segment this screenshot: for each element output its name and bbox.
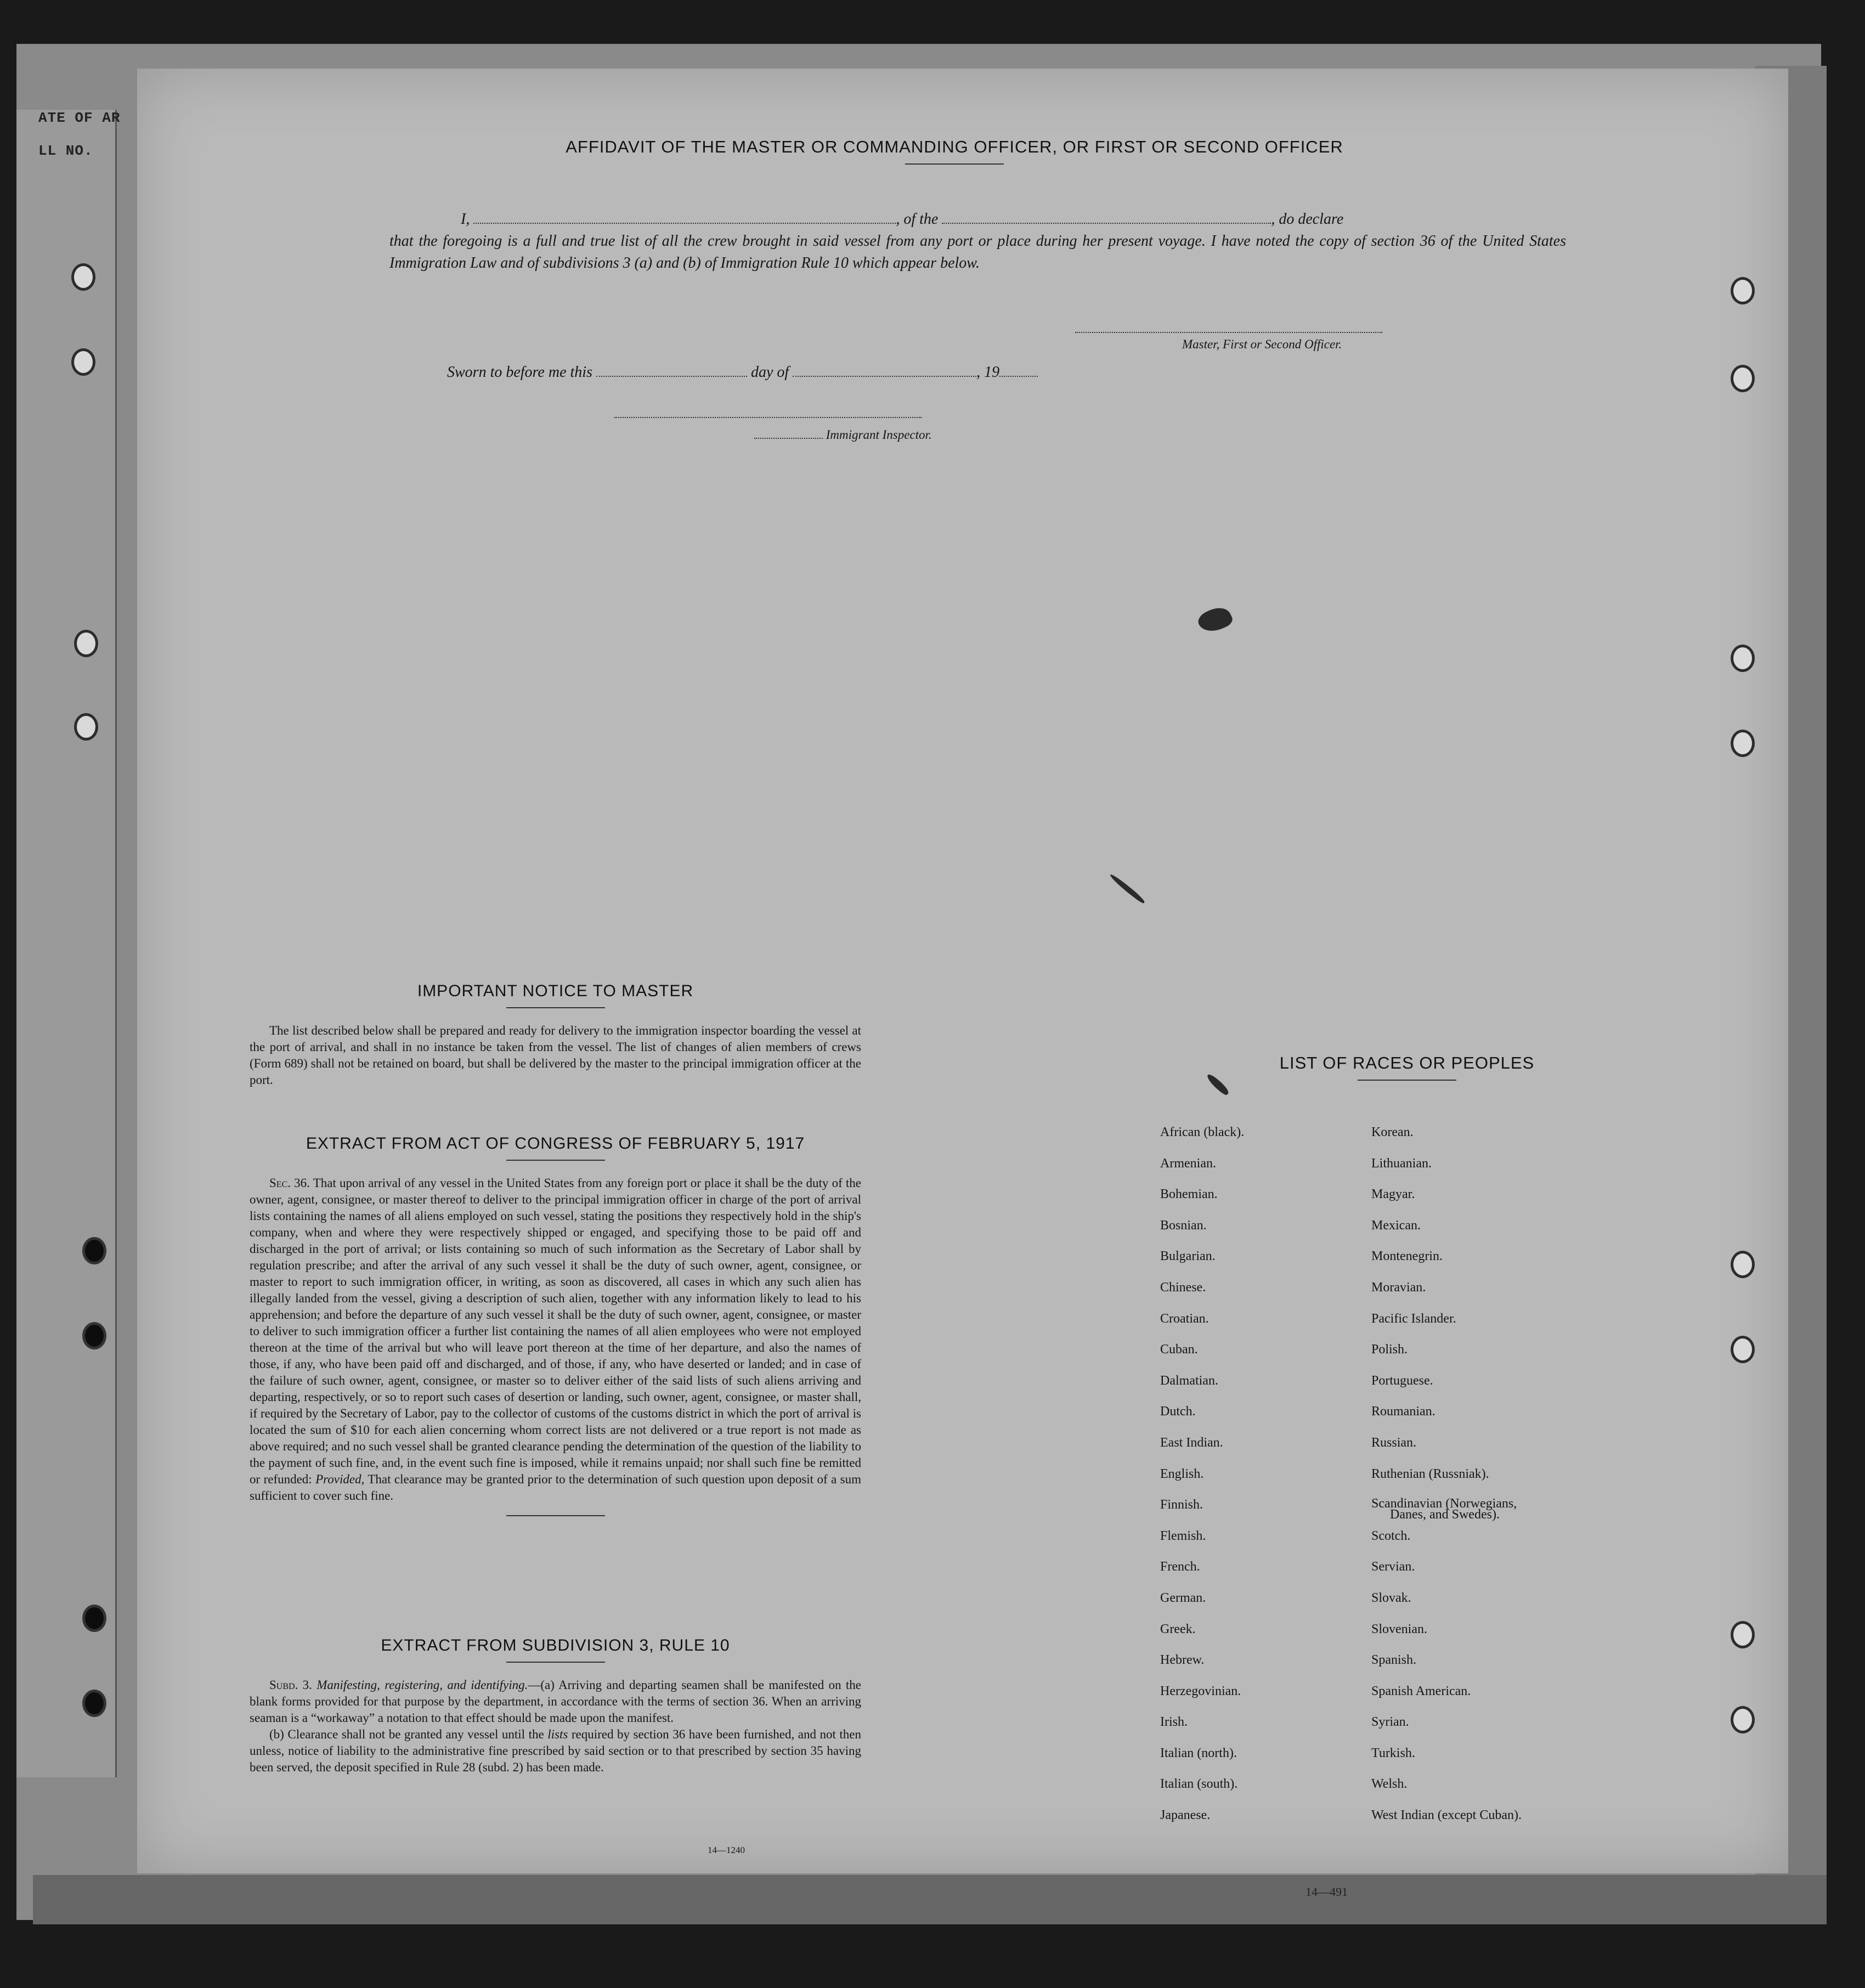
master-signature-label: Master, First or Second Officer. <box>1182 337 1342 351</box>
race-item: Moravian. <box>1371 1280 1426 1295</box>
race-item: Dutch. <box>1160 1404 1196 1419</box>
form-number: 14—1240 <box>708 1845 745 1855</box>
race-item: Italian (south). <box>1160 1777 1238 1792</box>
lists-word: lists <box>547 1727 568 1741</box>
punch-hole <box>1731 1336 1755 1363</box>
race-item: Turkish. <box>1371 1746 1415 1760</box>
subd-b-label: (b) <box>269 1727 284 1741</box>
race-item: Armenian. <box>1160 1156 1216 1171</box>
race-item: Lithuanian. <box>1371 1156 1432 1171</box>
notice-title: IMPORTANT NOTICE TO MASTER <box>417 982 694 1000</box>
year-prefix: , 19 <box>976 364 1000 381</box>
race-item: Flemish. <box>1160 1528 1206 1543</box>
sworn-label: Sworn to before me this <box>447 364 592 381</box>
inspector-label: Immigrant Inspector. <box>826 428 932 442</box>
do-declare-label: , do declare <box>1271 211 1344 228</box>
race-item: Greek. <box>1160 1622 1196 1636</box>
punch-hole <box>1731 1621 1755 1648</box>
punch-hole <box>71 263 95 291</box>
inspector-signature-line <box>614 417 922 418</box>
race-item: Japanese. <box>1160 1808 1211 1823</box>
race-item: Mexican. <box>1371 1218 1421 1233</box>
notice-text: The list described below shall be prepared and ready for delivery to the immigration inspector boarding the vessel at the port of arrival, and shall in no instance be taken from the vessel. The list of changes of alien members of crews (Form 689) shall not be retained on board, but shall be delivered by the master to the principal immigration officer at the port. <box>250 1024 861 1087</box>
race-item: English. <box>1160 1466 1204 1481</box>
race-item: Irish. <box>1160 1715 1188 1730</box>
race-item: Dalmatian. <box>1160 1373 1218 1388</box>
sworn-line <box>447 364 1038 381</box>
manifest-back-page <box>137 69 1788 1873</box>
ink-smudge <box>1195 603 1234 637</box>
inspector-line <box>754 428 932 442</box>
day-of-label: day of <box>750 364 789 381</box>
sec-label: Sec. 36. <box>269 1176 310 1190</box>
race-item: Bohemian. <box>1160 1187 1218 1202</box>
subd-b-body-2: required by section 36 have been furnished, and not then unless, notice of liability to the administrative fine prescribed by said section or to that prescribed by section 35 having been served, the deposit specified in Rule 28 (subd. 2) has been made. <box>250 1727 862 1774</box>
notice-section <box>250 982 861 1088</box>
race-item: Cuban. <box>1160 1342 1198 1357</box>
subd-title: Manifesting, registering, and identifying. <box>317 1678 528 1692</box>
punch-hole <box>82 1605 106 1632</box>
punch-hole <box>82 1237 106 1264</box>
subd-a-text <box>250 1677 861 1726</box>
bottom-sheet-edge <box>33 1875 1827 1924</box>
race-item-continuation: Danes, and Swedes). <box>1390 1507 1500 1522</box>
race-item: Russian. <box>1371 1435 1417 1450</box>
affidavit-title: AFFIDAVIT OF THE MASTER OR COMMANDING OFFICER, OR FIRST OR SECOND OFFICER <box>566 137 1343 156</box>
race-item: Pacific Islander. <box>1371 1311 1456 1326</box>
day-blank <box>596 376 747 377</box>
race-item: Hebrew. <box>1160 1653 1205 1668</box>
act-body: That upon arrival of any vessel in the United States from any foreign port or place it shall be the duty of the owner, agent, consignee, or master thereof to deliver to the principal immigration officer in charge of the port of arrival lists containing the names of all aliens employed on such vessel, stating the positions they respectively hold in the ship's company, when and where they were respectively shipped or engaged, and specifying those to be paid off and discharged in the port of arrival; or lists containing so much of such information as the Secretary of Labor shall by regulation prescribe; and after the arrival of any such vessel it shall be the duty of such owner, agent, consignee, or master to report to such immigration officer, in writing, as soon as discovered, all cases in which any such alien has illegally landed from the vessel, giving a description of such alien, together with any information likely to lead to his apprehension; and before the departure of any such vessel it shall be the duty of such owner, agent, consignee, or master to deliver to such immigration officer a further list containing the names of all alien employees who were not employed thereon at the time of the arrival but who will leave port thereon at the time of her departure, and also the names of those, if any, who have been paid off and discharged, and of those, if any, who have deserted or landed; and in case of the failure of such owner, agent, consignee, or master so to deliver either of the said lists of such aliens arriving and departing, respectively, or so to report such cases of desertion or landing, such owner, agent, consignee, or master shall, if required by the Secretary of Labor, pay to the collector of customs of the customs district in which the port of arrival is located the sum of $10 for each alien concerning whom correct lists are not delivered or a true report is not made as above required; and no such vessel shall be granted clearance pending the determination of the question of the liability to the payment of such fine, and, in the event such fine is imposed, while it remains unpaid; nor shall such fine be remitted or refunded: <box>250 1176 861 1486</box>
punch-hole <box>82 1690 106 1717</box>
affidavit-section <box>214 137 1695 165</box>
race-item: Italian (north). <box>1160 1746 1237 1760</box>
race-item: Bulgarian. <box>1160 1249 1216 1264</box>
subd-a-body: Arriving and departing seamen shall be manifested on the blank forms provided for that purpose by the department, in accordance with the terms of section 36. When an arriving seaman is a “workaway” a notation to that effect should be made upon the manifest. <box>250 1678 862 1725</box>
race-item: Roumanian. <box>1371 1404 1436 1419</box>
act-text <box>250 1175 861 1504</box>
races-column-left <box>1160 1125 1244 1839</box>
name-blank <box>473 223 896 224</box>
race-item: Korean. <box>1371 1125 1414 1139</box>
left-tab-line: ATE OF AR <box>38 110 121 126</box>
punch-hole <box>1731 1251 1755 1278</box>
race-item: Spanish American. <box>1371 1684 1471 1698</box>
inspector-lead-dots <box>754 438 823 439</box>
race-item: Scandinavian (Norwegians, Danes, and Swedes). <box>1371 1497 1522 1528</box>
race-item: East Indian. <box>1160 1435 1223 1450</box>
vessel-blank <box>942 223 1271 224</box>
affidavit-declaration-line <box>444 208 1563 230</box>
race-item: German. <box>1160 1590 1206 1605</box>
race-item: Bosnian. <box>1160 1218 1207 1233</box>
rule-title: EXTRACT FROM SUBDIVISION 3, RULE 10 <box>381 1636 730 1654</box>
bottom-form-code: 14—491 <box>1306 1885 1348 1899</box>
races-column-right <box>1371 1125 1522 1839</box>
ink-smudge <box>1108 873 1146 904</box>
of-the-label: , of the <box>896 211 939 228</box>
punch-hole <box>1731 365 1755 392</box>
race-item: Scotch. <box>1371 1528 1411 1543</box>
race-item: Ruthenian (Russniak). <box>1371 1466 1489 1481</box>
race-item: West Indian (except Cuban). <box>1371 1808 1522 1823</box>
subd-b-text <box>250 1726 861 1776</box>
act-body-end: That clearance may be granted prior to the determination of such question upon deposit of a sum sufficient to cover such fine. <box>250 1472 861 1503</box>
affidavit-body: that the foregoing is a full and true list of all the crew brought in said vessel from any port or place during her present voyage. I have noted the copy of section 36 of the United States Immigration Law and of subdivisions 3 (a) and (b) of Immigration Rule 10 which appear below. <box>389 233 1566 272</box>
subd-a-label: —(a) <box>528 1678 555 1692</box>
race-item: African (black). <box>1160 1125 1245 1139</box>
month-blank <box>793 376 976 377</box>
punch-hole <box>74 713 98 741</box>
race-item: Slovenian. <box>1371 1622 1427 1636</box>
race-item: Portuguese. <box>1371 1373 1433 1388</box>
punch-hole <box>71 348 95 376</box>
race-item: Chinese. <box>1160 1280 1206 1295</box>
act-title: EXTRACT FROM ACT OF CONGRESS OF FEBRUARY 5, 1917 <box>306 1134 805 1153</box>
race-item: Slovak. <box>1371 1590 1411 1605</box>
left-tab-line: LL NO. <box>38 143 93 159</box>
act-section <box>250 1134 861 1516</box>
race-item: Syrian. <box>1371 1715 1409 1730</box>
punch-hole <box>82 1322 106 1349</box>
punch-hole <box>1731 1706 1755 1733</box>
race-item: Spanish. <box>1371 1653 1417 1668</box>
i-label: I, <box>461 211 470 228</box>
race-item: Polish. <box>1371 1342 1408 1357</box>
punch-hole <box>1731 645 1755 672</box>
provided-label: Provided, <box>315 1472 365 1486</box>
race-item: French. <box>1160 1560 1200 1574</box>
master-signature-line <box>1075 332 1382 333</box>
left-attached-sheet <box>16 110 121 1777</box>
punch-hole <box>74 630 98 657</box>
subd-label: Subd. 3. <box>269 1678 312 1692</box>
year-blank <box>999 376 1038 377</box>
race-item: Finnish. <box>1160 1498 1203 1512</box>
races-title: LIST OF RACES OR PEOPLES <box>1279 1053 1535 1072</box>
race-item: Servian. <box>1371 1560 1415 1574</box>
punch-hole <box>1731 730 1755 757</box>
race-item: Magyar. <box>1371 1187 1415 1202</box>
race-item: Welsh. <box>1371 1777 1408 1792</box>
races-list-section <box>1149 1053 1665 1823</box>
subd-b-body-1: Clearance shall not be granted any vessel until the <box>287 1727 544 1741</box>
race-item: Montenegrin. <box>1371 1249 1443 1264</box>
punch-hole <box>1731 277 1755 304</box>
race-item: Croatian. <box>1160 1311 1209 1326</box>
rule-section <box>250 1636 862 1855</box>
race-item: Herzegovinian. <box>1160 1684 1241 1698</box>
